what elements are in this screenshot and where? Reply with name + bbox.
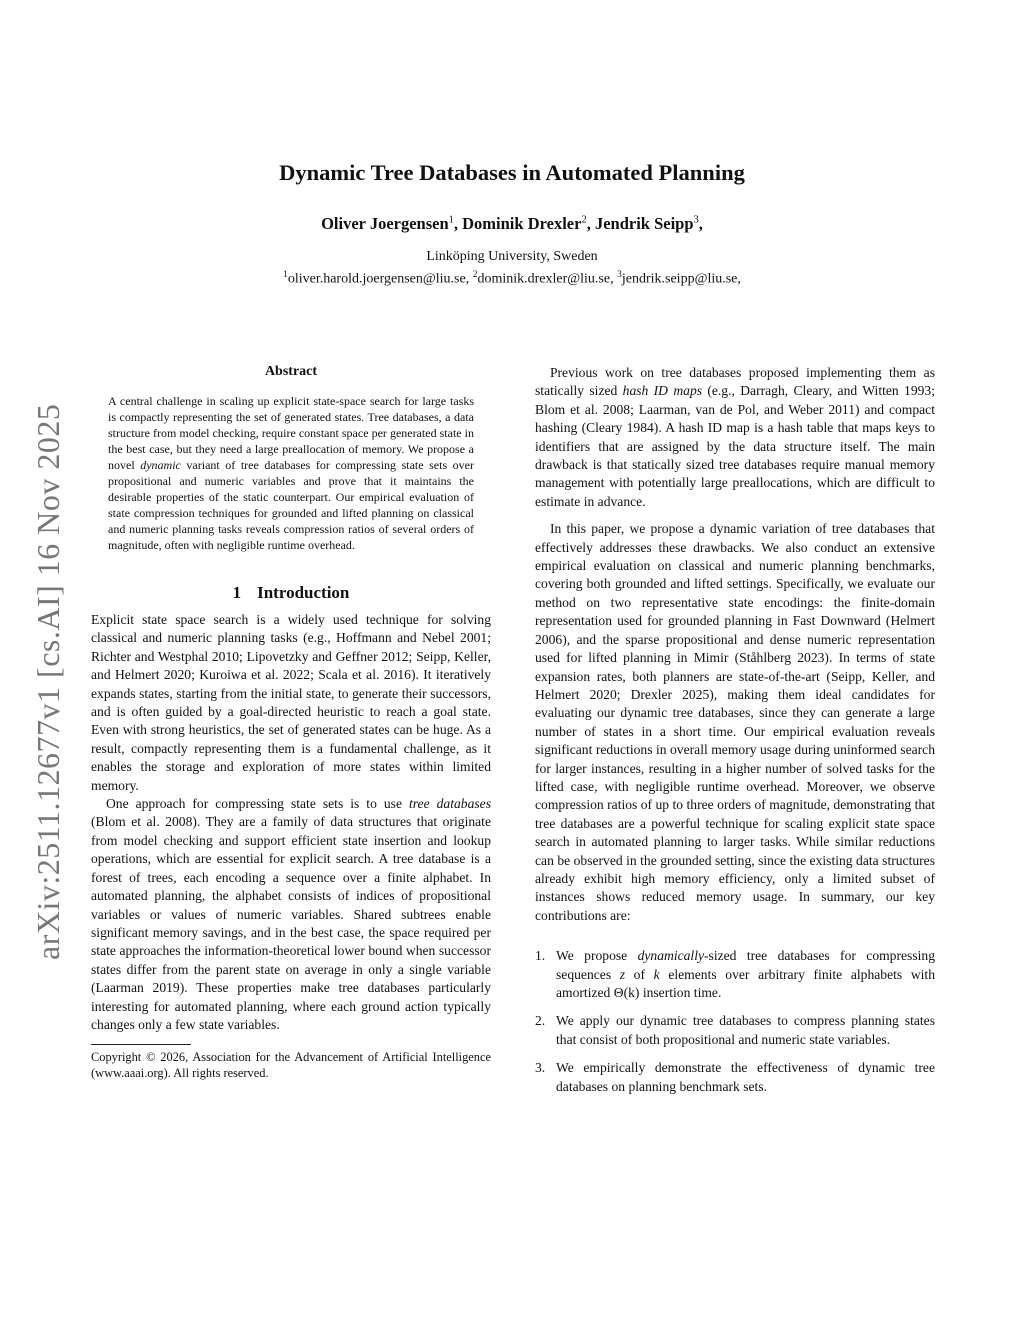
intro-paragraph-1: Explicit state space search is a widely used technique for solving classical and numeric planning tasks (e.g., Hoffmann and Nebel 2001; Richter and Westphal 2010; Lipovetzky and Geffner 2012; Seipp, Keller, and Helmert 2020; Kuroiwa et al. 2022; Scala et al. 2016). It iteratively expands states, starting from the initial state, to generate their successors, and is often guided by a goal-directed heuristic to reach a goal state. Even with strong heuristics, the set of generated states can be huge. As a result, compactly representing them is a fundamental challenge, as it enables the storage and exploration of more states within limited memory. <box>91 612 491 793</box>
item-text: We propose <box>556 948 638 964</box>
paragraph-emphasis: tree databases <box>409 796 491 812</box>
author-mark: 2 <box>581 214 587 226</box>
author-mark: 3 <box>693 214 699 226</box>
email-separator: , <box>610 271 618 287</box>
item-text: We empirically demonstrate the effectiveness of dynamic tree databases on planning benchmark sets. <box>556 1060 935 1094</box>
list-marker: 3. <box>535 1060 546 1076</box>
paper-title: Dynamic Tree Databases in Automated Planning <box>279 160 745 185</box>
math-symbol: k <box>653 966 660 982</box>
email-mark: 2 <box>472 270 478 280</box>
email-separator: , <box>465 271 473 287</box>
abstract-heading: Abstract <box>264 364 318 379</box>
author-separator: , <box>586 214 595 233</box>
item-text: insertion time. <box>639 985 722 1000</box>
contribution-item <box>535 1059 935 1096</box>
author-list <box>0 214 1024 234</box>
arxiv-identifier: arXiv:2511.12677v1 [cs.AI] 16 Nov 2025 <box>30 403 66 960</box>
section-title: Introduction <box>257 583 350 602</box>
abstract-text-part: A central challenge in scaling up explicit state-space search for large tasks is compactly representing the set of generated states. Tree databases, a data structure from model checking, require constant space per generated state in the best case, but they need a large preallocation of memory. We propose a novel <box>108 394 474 472</box>
item-text: We apply our dynamic tree databases to compress planning states that consist of both propositional and numeric state variables. <box>556 1013 935 1047</box>
abstract-text-part: variant of tree databases for compressing state sets over propositional and numeric variables and prove that it maintains the desirable properties of the static counterpart. Our empirical evaluation of state compression techniques for grounded and lifted planning on classical and numeric planning tasks reveals compression ratios of several orders of magnitude, often with negligible runtime overhead. <box>108 458 475 552</box>
email-mark: 1 <box>283 270 288 280</box>
author-separator: , <box>453 214 463 233</box>
author-email[interactable]: oliver.harold.joergensen@liu.se <box>287 271 466 287</box>
contribution-item <box>535 947 935 1002</box>
abstract-text <box>108 393 474 553</box>
item-text: elements over arbitrary finite alphabets with amortized <box>556 966 935 1000</box>
footnote-rule <box>91 1044 191 1045</box>
author-email[interactable]: dominik.drexler@liu.se <box>477 271 611 287</box>
right-paragraph-1 <box>535 364 935 511</box>
paragraph-text: Previous work on tree databases proposed implementing them as statically sized <box>535 365 935 399</box>
list-marker: 2. <box>535 1013 546 1029</box>
paragraph-text: One approach for compressing state sets is to use <box>105 796 409 812</box>
copyright-footnote: Copyright © 2026, Association for the Advancement of Artificial Intelligence (www.aaai.org). All rights reserved. <box>91 1050 491 1081</box>
email-separator: , <box>737 271 741 287</box>
author-name: Oliver Joergensen <box>321 214 449 233</box>
list-marker: 1. <box>535 948 546 964</box>
paragraph-emphasis: hash ID maps <box>622 383 703 399</box>
paragraph-text: (Blom et al. 2008). They are a family of data structures that originate from model checking and support efficient state insertion and lookup operations, which are essential for explicit search. A tree database is a forest of trees, each encoding a sequence over a finite alphabet. In automated planning, the alphabet consists of indices of propositional variables or values of numeric variables. Shared subtrees enable significant memory savings, and in the best case, the space required per state approaches the information-theoretical lower bound when successor states differ from the parent state on average in only a single variable (Laarman 2019). These properties make tree databases particularly interesting for automated planning, where each ground action typically changes only a few state variables. <box>91 814 491 1032</box>
contribution-item <box>535 1012 935 1049</box>
item-text: of <box>625 966 654 982</box>
contributions-list <box>535 947 935 1096</box>
paragraph-text: (e.g., Darragh, Cleary, and Witten 1993; Blom et al. 2008; Laarman, van de Pol, and Weber 2011) and compact hashing (Cleary 1984). A hash ID map is a hash table that maps keys to identifiers that are assigned by the data structure itself. The main drawback is that statically sized tree databases require manual memory management with potentially large preallocations, which are difficult to estimate in advance. <box>535 383 935 509</box>
author-separator: , <box>698 214 703 233</box>
author-name: Dominik Drexler <box>462 214 582 233</box>
email-mark: 3 <box>617 270 622 280</box>
intro-paragraph-2 <box>91 795 491 1034</box>
author-email[interactable]: jendrik.seipp@liu.se <box>621 271 738 287</box>
item-emphasis: dynamically <box>637 948 705 964</box>
affiliation-block <box>0 247 1024 289</box>
affiliation: Linköping University, Sweden <box>426 249 598 264</box>
author-name: Jendrik Seipp <box>594 214 694 233</box>
email-list <box>0 266 1024 289</box>
math-expression: Θ(k) <box>613 985 640 1000</box>
left-column <box>91 364 491 1081</box>
item-text: -sized tree databases for compressing sequences <box>556 948 935 982</box>
right-paragraph-2: In this paper, we propose a dynamic variation of tree databases that effectively addresses these drawbacks. We also conduct an extensive empirical evaluation on classical and numeric planning benchmarks, covering both grounded and lifted settings. Specifically, we evaluate our method on two representative state encodings: the finite-domain representation used for grounded planning in Fast Downward (Helmert 2006), and the sparse propositional and dense numeric representation used for lifted planning in Mimir (Ståhlberg 2023). In terms of state expansion rates, both planners are state-of-the-art (Seipp, Keller, and Helmert 2020; Drexler 2025), making them ideal candidates for evaluating our dynamic tree databases, since they can generate a large number of states in a short time. Our empirical evaluation reveals significant reductions in overall memory usage during uninformed search for larger instances, resulting in a higher number of solved tasks for the lifted case, with negligible runtime overhead. Moreover, we observe compression ratios of up to three orders of magnitude, demonstrating that tree databases are a powerful technique for scaling explicit state space search in automated planning to larger tasks. While similar reductions can be observed in the grounded setting, since the existing data structures already exhibit high memory efficiency, only a limited subset of instances shows reduced memory usage. In summary, our key contributions are: <box>535 521 935 923</box>
author-mark: 1 <box>448 214 454 226</box>
section-heading-introduction <box>91 583 491 603</box>
section-number: 1 <box>232 583 242 602</box>
math-symbol: z <box>619 966 626 982</box>
abstract-emphasis: dynamic <box>140 458 181 472</box>
right-column <box>535 364 935 1106</box>
